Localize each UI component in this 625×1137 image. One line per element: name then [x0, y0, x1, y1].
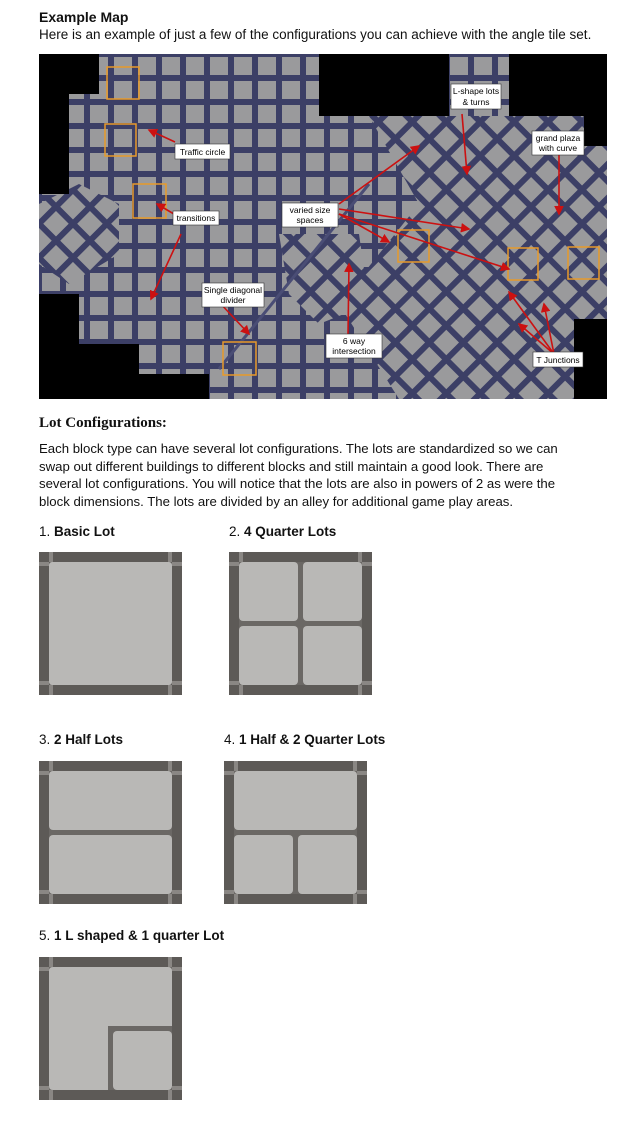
callout-traffic-circle: Traffic circle	[179, 147, 226, 157]
lot-config-paragraph	[39, 440, 599, 510]
paragraph-line: several lot configurations. You will notice that the lots are also in powers of 2 as were the	[39, 476, 556, 492]
lot-caption-1: 1. Basic Lot	[39, 524, 115, 539]
callout-lshape-1: L-shape lots	[452, 86, 500, 96]
lot-caption-2: 2. 4 Quarter Lots	[229, 524, 337, 539]
example-map-heading: Example Map	[39, 9, 129, 25]
example-map-image	[39, 54, 607, 399]
callout-diag-2: divider	[220, 295, 246, 305]
callout-plaza-2: with curve	[538, 143, 578, 153]
callout-tjunctions: T Junctions	[536, 355, 580, 365]
paragraph-line: swap out different buildings to different blocks and still maintain a good look. There are	[39, 458, 544, 474]
example-map-figure	[39, 54, 607, 399]
lot-diagram-half-quarters	[224, 761, 367, 904]
paragraph-line: Each block type can have several lot configurations. The lots are standardized so we can	[39, 441, 558, 456]
callout-six-2: intersection	[332, 346, 376, 356]
callout-plaza-1: grand plaza	[535, 133, 581, 143]
callout-diag-1: Single diagonal	[203, 285, 263, 295]
lot-config-heading: Lot Configurations:	[39, 415, 167, 431]
lot-caption-5: 5. 1 L shaped & 1 quarter Lot	[39, 928, 225, 943]
callout-lshape-2: & turns	[462, 97, 490, 107]
callout-transitions: transitions	[176, 213, 216, 223]
callout-varied-2: spaces	[296, 215, 324, 225]
lot-caption-3: 3. 2 Half Lots	[39, 732, 124, 747]
lot-diagram-halves	[39, 761, 182, 904]
lot-diagram-l-shaped	[39, 957, 182, 1100]
lot-diagram-quarters	[229, 552, 372, 695]
paragraph-line: block dimensions. The lots are divided by an alley for additional game play areas.	[39, 493, 514, 509]
callout-varied-1: varied size	[289, 205, 331, 215]
example-map-intro: Here is an example of just a few of the configurations you can achieve with the angle tile set.	[39, 27, 592, 42]
lot-diagram-basic	[39, 552, 182, 695]
callout-six-1: 6 way	[342, 336, 366, 346]
lot-caption-4: 4. 1 Half & 2 Quarter Lots	[224, 732, 386, 747]
